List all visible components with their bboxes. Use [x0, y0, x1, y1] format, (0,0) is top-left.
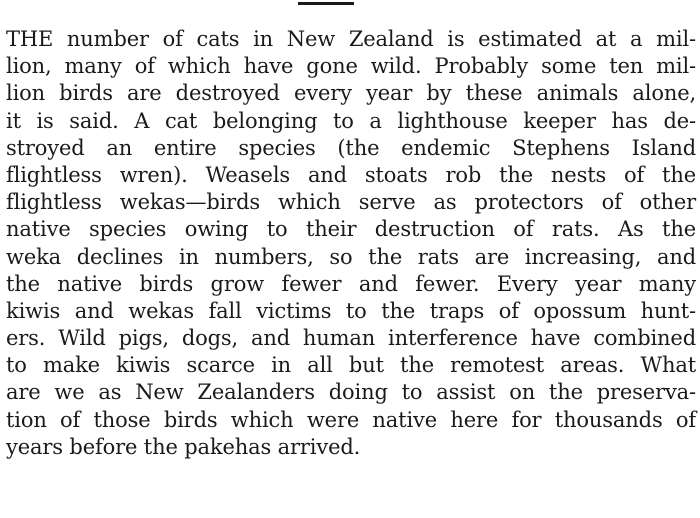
text-line: are we as New Zealanders doing to assist on the preserva- — [6, 380, 696, 405]
text-line: tion of those birds which were native here for thousands of — [6, 407, 696, 432]
text-line: the native birds grow fewer and fewer. Every year many — [6, 271, 696, 296]
text-line: kiwis and wekas fall victims to the traps of opossum hunt- — [6, 298, 696, 323]
text-line: lion, many of which have gone wild. Probably some ten mil- — [6, 54, 696, 79]
text-line: ers. Wild pigs, dogs, and human interference have combined — [6, 326, 696, 351]
text-line: it is said. A cat belonging to a lighthouse keeper has de- — [6, 108, 696, 133]
text-line: flightless wekas—birds which serve as protectors of other — [6, 190, 696, 215]
separator-rule — [298, 2, 354, 5]
text-line: THE number of cats in New Zealand is estimated at a mil- — [6, 27, 696, 51]
text-line: to make kiwis scarce in all but the remotest areas. What — [6, 353, 696, 378]
text-line: flightless wren). Weasels and stoats rob the nests of the — [6, 162, 696, 187]
article-paragraph — [6, 26, 696, 461]
text-line: native species owing to their destruction of rats. As the — [6, 217, 696, 242]
text-line: years before the pakehas arrived. — [6, 434, 361, 459]
text-line: stroyed an entire species (the endemic Stephens Island — [6, 135, 696, 160]
text-line: lion birds are destroyed every year by these animals alone, — [6, 81, 696, 106]
text-line: weka declines in numbers, so the rats are increasing, and — [6, 244, 696, 269]
